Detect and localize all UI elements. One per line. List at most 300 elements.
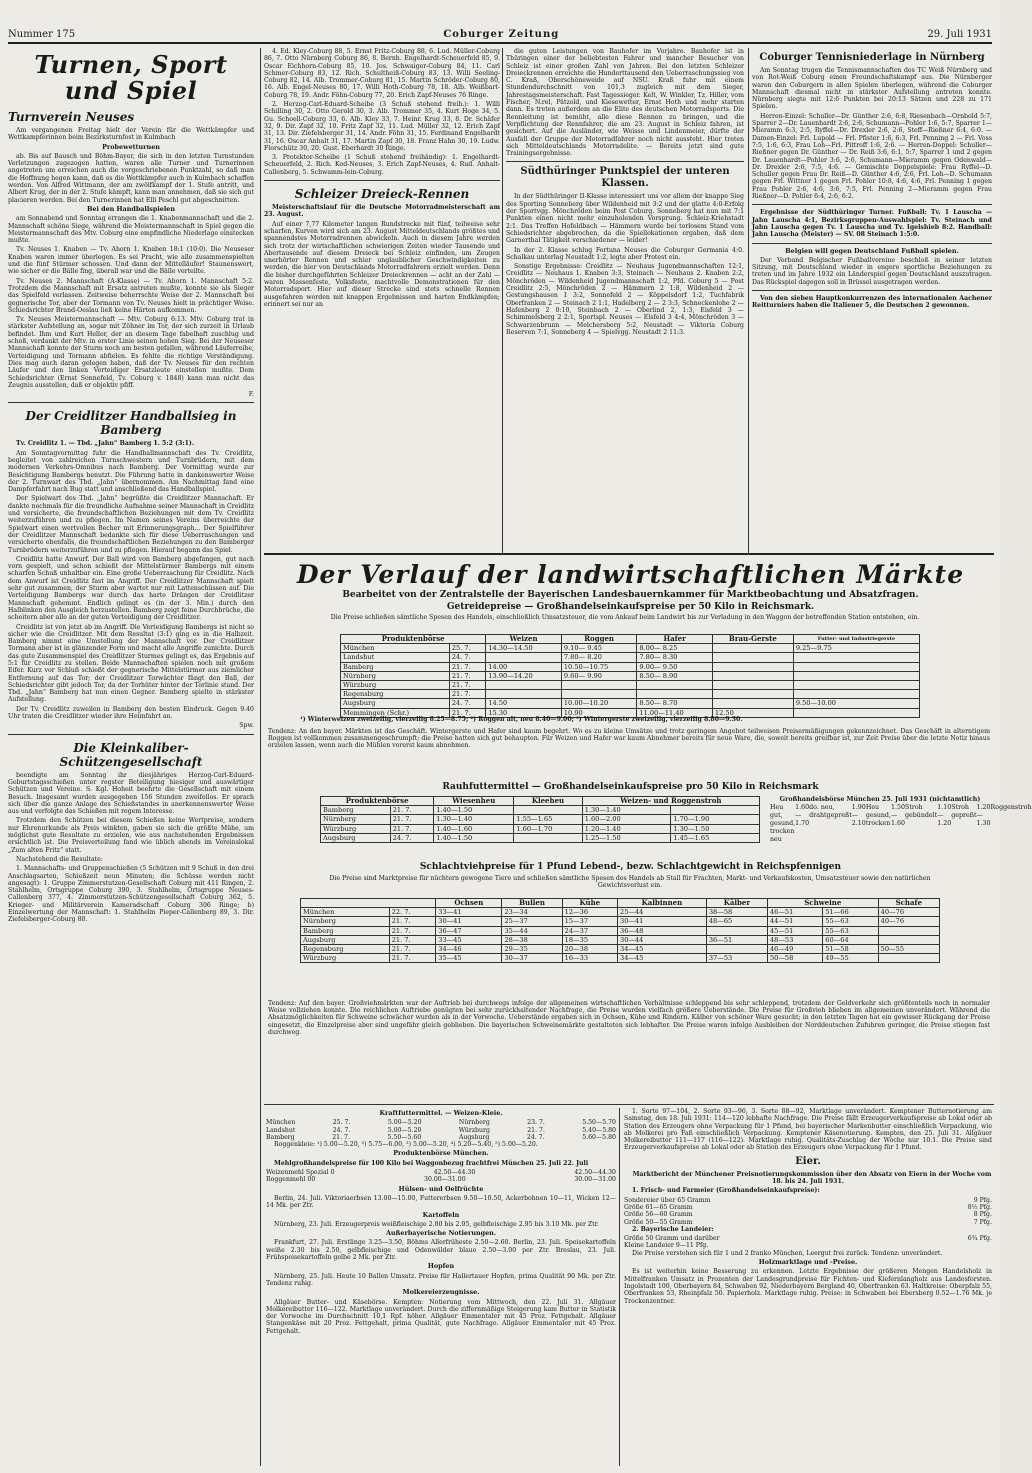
getreide-row-cell: München bbox=[341, 644, 450, 653]
schlacht-row-cell: 49—55 bbox=[823, 954, 878, 963]
getreide-row-cell: 21. 7. bbox=[449, 662, 486, 671]
getreide-col-1: Weizen bbox=[486, 635, 562, 644]
rauh-row-cell: Bamberg bbox=[321, 806, 391, 815]
schlacht-row-cell: 34—45 bbox=[618, 954, 707, 963]
getreide-row-cell: 14.50 bbox=[486, 699, 562, 708]
rauh-row-cell bbox=[514, 806, 582, 815]
getreide-row-cell bbox=[712, 644, 793, 653]
schlacht-row-cell: 48—65 bbox=[706, 917, 767, 926]
rauh-table bbox=[320, 796, 760, 843]
rauh-row-cell: 1.40—1.60 bbox=[434, 824, 514, 833]
schleiz-p2: die guten Leistungen von Bauhofer im Vorjahre. Bauhofer ist in Thüringen einer der beliebtesten Fahrer und mancher Besucher von Schleiz ist einer großen Zahl von Jahren. Bei den letzten Schleizer Dreieckrennen erreichte die Hunderttausend den Ueberraschungssieg von C. Kraß, Oberschöneweide auf NSU. Kraß fuhr mit einem Stundendurchschnitt von 101,3 zugleich mit dem Sieger, Jahrestagsmeisterschaft. Fast Tagessieger. Kelt, W. Winkler, Tz, Hiller, vom Fischer, N.rel, Pätzold, und Kiesewetter, Ernst Hoth und mehr starten dann. Es treten außerdem an die Elite des deutschen Motorradsports. Die Rennleitung ist bemüht, alle diese Rennen zu bringen, und die Verpflichtung der Rennfahrer, die am 23. August in Schleiz fahren, ist gesichert. Auf die Ausländer, wie Weisse und Lindenmeier, dürfte der Ausfall der Gruppe der Motorradfahrer noch nicht aussteht. Hier treten sich Mitteldeutschlands Motorradelite. — Bereits jetzt sind gute Trainingsergebnisse. bbox=[506, 48, 744, 158]
rauh-row-cell: Augsburg bbox=[321, 833, 391, 842]
schlacht-row-cell: 55—63 bbox=[823, 917, 878, 926]
getreide-col-2: Roggen bbox=[561, 635, 637, 644]
eier-title: Eier. bbox=[795, 1155, 821, 1167]
ausserbayer-p: Frankfurt, 27. Juli. Erstlinge 3.25—3.50, Böhms Allerfrüheste 2.50—2.60. Berlin, 23. Juli. Speisekartoffeln weiße 2.30 bis 2.50, gelbfleischige und Odenwälder blaue 2.50—3.00 per Ztr. Breslau, 23. Juli. Frühspeisekartoffeln gelbe 2 Mk. per Ztr. bbox=[266, 1239, 616, 1262]
turnverein-p1: Am vergangenen Freitag hielt der Verein für die Wettkämpfer und Wettkampferinnen beim Bezirksturnfest in Kulmbach bbox=[8, 127, 254, 142]
column-rule bbox=[748, 48, 749, 553]
kraft-row-value: Augsburg bbox=[458, 1133, 490, 1141]
rauh-title: Rauhfuttermittel — Großhandelseinkaufspreise pro 50 Kilo in Reichsmark bbox=[442, 782, 819, 792]
schlacht-row-cell: 50—58 bbox=[767, 954, 822, 963]
masthead bbox=[8, 26, 992, 44]
schuetzen-p1: beendigte am Sonntag ihr diesjähriges Herzog-Carl-Eduard-Geburtstagsschießen unter regster Beteiligung hiesiger und auswärtiger Schützen und Vereine. S. Kgl. Hoheit beehrte die Gesellschaft mit einem Besuch. Insgesamt wurden ausgegeben 156 Stunden zweifellos. Er sprach sich über die ganze Anlage des Schießstandes in anerkennenswerter Weise aus und verfolgte das Schießen mit regem Interesse. bbox=[8, 771, 254, 816]
schlacht-row-cell: 21. 7. bbox=[389, 926, 436, 935]
schlacht-row-cell: 30—41 bbox=[618, 917, 707, 926]
turnverein-sub1: Probewetturnen bbox=[102, 142, 160, 151]
schlacht-row-cell: 21. 7. bbox=[389, 917, 436, 926]
produkten-title: Produktenbörse München. bbox=[393, 1149, 489, 1158]
creidlitz-p4: Creidlitz hatte Anwurf. Der Ball wird von Bamberg abgefangen, gut nach vorn gespielt, und schon schießt der Mittelstürmer Bambergs mit einem scharfen Schuß unhaltbar ein. Eine große Ueberraschung für Creidlitz. Nach dem Anwurf ist Creidlitz fast im Angriff. Der Creidlitzer Mannschaft spielt sehr gut zusammen, der Sturm aber wartet nur mit Lattenschüssen auf. Die Verteidigung Bambergs war durch das harte Drängen der Creidlitzer Mannschaft gehemmt. Endlich gelingt es (in der 3. Min.) durch den Halblinken den Ausgleich herzustellen. Bamberg zeigt feine Durchbrüche, die scheitern aber alle an der guten Verteidigung der Creidlitzer. bbox=[8, 555, 254, 622]
belgien-p1: Der Verband Belgischer Fußballvereine beschloß in seiner letzten Sitzung, mit Deutschland wieder in engere sportliche Beziehungen zu treten und im Jahre 1932 ein Länderspiel gegen Deutschland auszutragen. Das Rückspiel dagegen soll in Brüssel ausgetragen werden. bbox=[752, 256, 992, 286]
schlacht-row-cell: 15—37 bbox=[562, 917, 617, 926]
schlacht-col-3: Kühe bbox=[562, 899, 617, 908]
schlacht-row-cell: 25—37 bbox=[502, 917, 562, 926]
eier-row bbox=[624, 1242, 992, 1249]
getreide-title: Getreidepreise — Großhandelseinkaufspreise per 50 Kilo in Reichsmark. bbox=[446, 602, 815, 612]
holz-p: Es ist weiterhin keine Besserung zu erkennen. Letzte Ergebnisse der größeren Mengen Handelsholz in Mittelfranken Umsatz in Prozenten der Landesgrundpreise für Fichten- und Kiefernlangholz aus Landesforsten. Ingolstadt 100, Oberbayern 84, Schwaben 92, Niederbayern Bergland 40, Oberfranken 63. Haltkreise: Oberpfalz 55, Oberfranken 53, Rheinpfalz 50. Papierholz. Marktlage ruhig. Preise: in Schwaben bei Ebersberg 0.52—1.76 Mk. je Trockenzentner. bbox=[624, 1268, 992, 1305]
schleiz-heading: Schleizer Dreieck-Rennen bbox=[294, 187, 470, 202]
kraft-row-value: 21. 7. bbox=[527, 1126, 545, 1134]
schlacht-row-cell: 40—76 bbox=[878, 917, 939, 926]
getreide-row-cell bbox=[712, 653, 793, 662]
getreide-col-5: Futter- und Industriegerste bbox=[793, 635, 919, 644]
getreide-row-cell: 14.30—14.50 bbox=[486, 644, 562, 653]
rauh-side-item-value: Stroh gebündelt bbox=[905, 804, 938, 819]
rauh-row-cell: 24. 7. bbox=[390, 833, 434, 842]
rauh-row-cell: 1.30—1.50 bbox=[671, 824, 760, 833]
turnverein-p5: Tv. Neuses 2. Mannschaft (A-Klasse) — Tv. Ahorn 1. Mannschaft 5:2. Trotzdem die Mannschaft mit Ersatz antreten mußte, konnte sie als Sieger das Spielfeld verlassen. Zeitweise beherrschte Weise der 2. Mannschaft bei gegnerische Tor, aber der Tormann von Tv. Neuses hielt in prächtiger Weise. Schiedsrichter Brand-Oeslau ließ keine Härten aufkommen. bbox=[8, 277, 254, 314]
creidlitz-p2: Am Sonntagvormittag fuhr die Handballmannschaft des Tv. Creidlitz, begleitet von zahlreichen Turnschwestern und Turnbrüdern, mit dem modernen Verkehrs-Omnibus nach Bamberg. Der Vormittag wurde zur Besichtigung Bambergs benutzt. Die Führung hatte in dankenswerter Weise der 2. Turnwart des Tbd. „Jahn“ übernommen. Am Nachmittag fand eine Dampferfahrt nach Bug statt und anschließend das Handballspiel. bbox=[8, 449, 254, 494]
divider bbox=[752, 290, 992, 291]
creidlitz-p1: Tv. Creidlitz 1. — Tbd. „Jahn“ Bamberg 1. 5:2 (3:1). bbox=[16, 440, 194, 448]
schlacht-row-cell: 36—51 bbox=[706, 935, 767, 944]
schlacht-row-cell: 60—64 bbox=[823, 935, 878, 944]
eier-row bbox=[624, 1219, 992, 1226]
kraft-row-value: Bamberg bbox=[266, 1133, 295, 1141]
eier-row-value: Größe 61—65 Gramm bbox=[624, 1203, 693, 1211]
rauh-row-cell: Nürnberg bbox=[321, 815, 391, 824]
rauh-side-item-value: do. neu, drahtgepreßt bbox=[809, 804, 852, 819]
eier-row-value: Größe 50—55 Gramm bbox=[624, 1218, 693, 1226]
newspaper-name: Coburger Zeitung bbox=[443, 28, 560, 40]
turnverein-p6: Tv. Neuses Meistermannschaft — Mtv. Coburg 6:13. Mtv. Coburg trat in stärkster Aufstellung an, sogar mit Zöhner im Tor, der sich zurzeit in Urlaub befindet. Ihm und Kurt Heller, der an diesem Tage fabelhaft zuschlug und schoß, verdankt der Mtv. in erster Linie seinen hohen Sieg. Bei der Neuseser Mannschaft konnte der Sturm noch am besten gefallen, während Läuferreihe, Verteidigung und Tormann abfielen. Es fehlte die richtige Verständigung. Dies mag auch daran gelegen haben, daß der Tv. Neuses für den rechten Läufer und den linken Verteidiger Ersatzleute einstellen mußte. Dem Schiedsrichter (Ernst Sonnefeld, Tv. Coburg v. 1848) kann man nicht das Zeugnis ausstellen, daß er objektiv pfiff. bbox=[8, 316, 254, 389]
schlacht-row-cell: 30—44 bbox=[618, 935, 707, 944]
schlacht-row-cell: Regensburg bbox=[301, 944, 390, 953]
schlacht-note: Die Preise sind Marktpreise für nüchtern gewogene Tiere und schließen sämtliche Spesen des Handels ab Stall für Frachten, Markt- und Verkaufskosten, Umsatzsteuer sowie den natürlichen Gewichtsverlust ein. bbox=[329, 875, 931, 890]
kraft-title: Kraftfuttermittel. — Weizen-Kleie. bbox=[379, 1109, 503, 1117]
rauh-row-cell bbox=[671, 806, 760, 815]
rauh-row-cell: 1.25—1.50 bbox=[582, 833, 671, 842]
rauh-col-1: Wiesenheu bbox=[434, 797, 514, 806]
schlacht-row-cell: 18—35 bbox=[562, 935, 617, 944]
schlacht-row-cell: 50—55 bbox=[878, 944, 939, 953]
schlacht-row-cell: 12—36 bbox=[562, 908, 617, 917]
getreide-col-4: Brau-Gerste bbox=[712, 635, 793, 644]
getreide-row-cell: 21. 7. bbox=[449, 680, 486, 689]
schlacht-row-cell: 33—41 bbox=[436, 908, 502, 917]
eier-group-2: 2. Bayerische Landeier: bbox=[632, 1225, 714, 1233]
kraft-row-value: 24. 7. bbox=[332, 1126, 351, 1134]
getreide-row-cell: Bamberg bbox=[341, 662, 450, 671]
getreide-row-cell: Nürnberg bbox=[341, 671, 450, 680]
produkten-row-value: 30.00—31.00 bbox=[424, 1176, 466, 1184]
column-4 bbox=[752, 48, 992, 553]
produkten-row bbox=[266, 1176, 616, 1183]
schlacht-row-cell: 20—38 bbox=[562, 944, 617, 953]
turnverein-sign: F. bbox=[248, 391, 254, 399]
schleiz-lead: Meisterschaftslauf für die Deutsche Motorradmeisterschaft am 23. August. bbox=[264, 204, 500, 219]
getreide-row-cell bbox=[561, 680, 637, 689]
getreide-row-cell bbox=[637, 680, 713, 689]
lower-right-markets bbox=[624, 1108, 992, 1466]
divider bbox=[8, 734, 254, 735]
rauh-side-item-value: 1.60—1.70 bbox=[795, 804, 810, 827]
getreide-row-cell: 25. 7. bbox=[449, 644, 486, 653]
schlacht-col-7: Schafe bbox=[878, 899, 939, 908]
column-1 bbox=[8, 48, 254, 1466]
kraft-row-value: München bbox=[266, 1119, 296, 1127]
kartoffeln-p: Nürnberg, 23. Juli. Erzeugerpreis weißfleischige 2.80 bis 2.95, gelbfleischige 2.95 bis 3.10 Mk. per Ztr. bbox=[274, 1220, 599, 1228]
creidlitz-p3: Der Spielwart des Tbd. „Jahn“ begrüßte die Creidlitzer Mannschaft. Er dankte nochmals für die freundliche Aufnahme seiner Mannschaft in Creidlitz und versicherte, die freundschaftlichen Beziehungen mit dem Tv. Creidlitz weiterzuführen und zu pflegen. Im Namen seines Vereins überreichte der Spielwart einen wertvollen Becher mit Erinnerungsgraph... Der Spielführer der Creidlitzer Mannschaft bedankte sich für diese Ueberraschungen und versicherte ebenfalls, die freundschaftlichen Beziehungen zu den Bamberger Turnbrüdern weiterzuführen und zu pflegen. Hierauf begann das Spiel. bbox=[8, 495, 254, 554]
getreide-row-cell: 9.25—9.75 bbox=[793, 644, 919, 653]
eier-row-value: Größe 50 Gramm und darüber bbox=[624, 1235, 720, 1243]
rauh-side-item-value: Roggenstroh bbox=[990, 804, 1032, 811]
getreide-row bbox=[341, 699, 920, 708]
rauh-row-cell: 21. 7. bbox=[390, 824, 434, 833]
schlacht-row bbox=[301, 954, 940, 963]
tendenz-vieh: Tendenz: Auf den bayer. Großviehmärkten war der Auftrieb bei durchwegs infolge der allgemeinen wirtschaftlichen Verhältnisse schleppend bis sehr schleppend, trotzdem der Geldverkehr sich größtenteils noch in normaler Weise vollziehen konnte. Die reichlichen Auftriebe genügten bei sehr zurückhaltender Nachfrage, die Preise wurden vielfach größere Ueberstände. Die Preise für Großvieh blieben im allgemeinen unverändert. Während die Absatzmöglichkeiten für Schweine schwächer wurden als in der Vorwoche. Ueberstände ergaben sich in Ochsen, Kühe und Rindern. Kälber von schöner Ware gesucht; in den letzten Tagen hat ein gewisser Rückgang der Preise eingesetzt, die Einzelpreise aber sind ungefähr gleich geblieben. Die bayerischen Schweinemärkte gestalteten sich lebhafter. Die Preise waren infolge Ausbleiben der Norddeutschen Zufuhren geringer, die Preise stiegen fast durchweg. bbox=[268, 1000, 990, 1036]
produkten-row bbox=[266, 1169, 616, 1176]
kraft-row-value: Würzburg bbox=[458, 1126, 490, 1134]
getreide-row-cell bbox=[793, 671, 919, 680]
column-rule bbox=[502, 48, 503, 553]
schlacht-row-cell bbox=[878, 926, 939, 935]
tennis-p2: Herren-Einzel: Schuller—Dr. Günther 2:6, 6:8, Riesenbach—Ornbold 5:7, Sparrer 2—Dr. Lauenhardt 2:6, 2:6, Schumann—Pohler 1:6, 5:7, Sparrer 1—Mieramm 6:3, 2:5, Ryffel—Dr. Drexler 2:6, 2:6, Steff—Rießner 6:4, 6:0. — Damen-Einzel: Frl. Lupold — Frl. Pfister 1:6, 6:3, Frl. Penning 2 — Frl. Voss 7:5, 1:6, 6:3, Frau Loh—Frl. Pittroff 1:6, 2:6. — Herren-Doppel: Schuller—Rießner gegen Dr. Günther — Dr. Reiß 3:6, 6:1, 5:7, Sparrer 1 und 2 gegen Dr. Lauenhardt—Pohler 3:6, 2:6, Schumann—Mieramm gegen Odenwald—Dr. Drexler 2:6, 7:5, 4:6. — Gemischte Doppelspiele: Frau Ryffel—D. Schuller gegen Frau Dr. Reiß—D. Günther 4:6, 2:6, Frl. Loh—D. Schumann gegen Frl. Wittner 1 gegen Frl. Pohler 10:8, 4:6, 4:6, Frl. Penning 1 gegen Frau Pohler 2:6, 4:6, 3:6, 7:5, Frl. Penning 2—Mieramm gegen Frau Rießner—D. Pohler 6:4, 2:6, 6:2. bbox=[752, 112, 992, 201]
getreide-row-cell bbox=[712, 671, 793, 680]
tennis-p1: Am Sonntag trugen die Tennismannschaften des TC Weiß Nürnberg und von Rot-Weiß Coburg einen Freundschaftskampf aus. Die Nürnberger waren den Coburgern in allen Spielen überlegen, während die Coburger Mannschaft diesmal nicht in stärkster Aufstellung antreten konnte. Nürnberg siegte mit 12:6 Punkten bei 20:13 Sätzen und 228 zu 171 Spielen. bbox=[752, 67, 992, 111]
creidlitz-p6: Der Tv. Creidlitz zuweilen in Bamberg den besten Eindruck. Gegen 9.40 Uhr traten die Creidlitzer wieder ihre Heimfahrt an. bbox=[8, 705, 254, 721]
getreide-row-cell: 9.60— 9.90 bbox=[561, 671, 637, 680]
kraft-row-value: 5.00—5.20 bbox=[387, 1119, 422, 1127]
getreide-row-cell: Landshut bbox=[341, 653, 450, 662]
getreide-row-cell: 11.00—11.40 bbox=[637, 708, 713, 717]
produkten-row-value: Weizenmehl Spezial 0 bbox=[266, 1169, 335, 1177]
schlacht-col-0 bbox=[301, 899, 436, 908]
schlacht-row bbox=[301, 935, 940, 944]
kraft-row-value: 5.40—5.80 bbox=[582, 1126, 616, 1134]
getreide-row bbox=[341, 662, 920, 671]
section-divider bbox=[264, 553, 994, 555]
schlacht-row-cell bbox=[878, 954, 939, 963]
schlacht-col-5: Kälber bbox=[706, 899, 767, 908]
divider bbox=[506, 161, 744, 162]
eier-row bbox=[624, 1235, 992, 1242]
schlacht-row bbox=[301, 917, 940, 926]
rauh-side-item-value: Heu gesund, trocken bbox=[865, 804, 891, 827]
getreide-row-cell bbox=[793, 662, 919, 671]
getreide-row-cell: Memmingen (Schr.) bbox=[341, 708, 450, 717]
rauh-side-item bbox=[951, 804, 990, 844]
eier-row-value: Größe 56—60 Gramm bbox=[624, 1211, 693, 1219]
rauh-row-cell: 1.70—1.90 bbox=[671, 815, 760, 824]
molkerei-title: Molkereierzeugnisse. bbox=[402, 1288, 480, 1297]
getreide-row-cell bbox=[712, 699, 793, 708]
ergebnisse-p1: Ergebnisse der Südthüringer Turner. Fußball: Tv. 1 Lauscha — Jahn Lauscha 4:1, Bezirksgruppen-Auswahlspiel: Tv. Steinach und Jahn Lauscha gegen Tv. 1 Lauscha und Tv. Igelshieb 8:2. Handball: Jahn Lauscha (Meister) — SV. 08 Steinach 1:5:0. bbox=[752, 209, 992, 239]
schlacht-row bbox=[301, 926, 940, 935]
hopfen-p: Nürnberg, 25. Juli. Heute 10 Ballen Umsatz. Preise für Hallertauer Hopfen, prima Qualität 90 Mk. per Ztr. Tendenz ruhig. bbox=[266, 1272, 616, 1287]
column-rule bbox=[260, 48, 261, 1466]
turnverein-p2: ab. Bis auf Bausch und Böhm-Bayer, die sich in den letzten Turnstunden Verletzungen zugezogen hatten, waren alle Turner und Turnerinnen angetreten um erreichen auch die vorgeschriebenen Punktzahl, so daß man die Hoffnung hegen kann, daß es die Wettkämpfer auch in Kulmbach schaffen werden. Von Alfred Wittmann, der am zwölfkampf der 1. Stufe antritt, und Albert Krug, der in der 2. Stufe kämpft, kann man annehmen, daß sie sich gut placieren werden. Bei den Turnerinnen hat Elli Peschl gut abgeschnitten. bbox=[8, 152, 254, 204]
schlacht-row-cell: 29—35 bbox=[502, 944, 562, 953]
rauh-row-cell: 1.45—1.65 bbox=[671, 833, 760, 842]
kraft-row-value: 21. 7. bbox=[332, 1133, 350, 1141]
eier-row-value: 7 Pfg. bbox=[973, 1218, 992, 1226]
getreide-row bbox=[341, 680, 920, 689]
schlacht-row-cell: 51—58 bbox=[823, 944, 878, 953]
creidlitz-p5: Creidlitz ist von jetzt ab im Angriff. Die Verteidigung Bambergs ist nicht so sicher wie die Creidlitzer. Mit dem Resultat (3:1) ging es in die Halbzeit. Bamberg nimmt eine Umstellung der Mannschaft vor. Der Creidlitzer Tormann aber ist in glänzender Form und macht alle Angriffe zunichte. Durch das gute Zusammenspiel des Creidlitzer Sturmes gelingt es, das Ergebnis auf 5:1 für Creidlitz zu stellen. Beide Mannschaften spielen noch mit großem Eifer. Kurz vor Schluß schießt der gegnerische Mittelstürmer aus ziemlicher Entfernung auf das Tor; der Creidlitzer Torwächter fängt den Ball, der Schiedsrichter gibt jedoch Tor, da der Torhüter hinter der Torlinie stand. Der Tbd. „Jahn“ Bamberg hat nun einen Gegner. Bamberg spielte in stärkster Aufstellung. bbox=[8, 623, 254, 704]
getreide-row-cell: 10.50—10.75 bbox=[561, 662, 637, 671]
getreide-row-cell: 12.50 bbox=[712, 708, 793, 717]
schlacht-row-cell bbox=[878, 935, 939, 944]
holz-title: Holzmarktlage und -Preise. bbox=[758, 1258, 858, 1267]
rauh-side-item bbox=[866, 804, 905, 844]
rauh-row-cell: 1.60—1.70 bbox=[514, 824, 582, 833]
rauh-row bbox=[321, 833, 760, 842]
kraft-row-value: 5.50—5.60 bbox=[387, 1133, 422, 1141]
getreide-row-cell bbox=[793, 680, 919, 689]
rauh-side-item-value: Stroh gepreßt bbox=[951, 804, 977, 819]
schlacht-row-cell: 40—76 bbox=[878, 908, 939, 917]
getreide-row-cell bbox=[486, 680, 562, 689]
kraft-row-value: Nürnberg bbox=[458, 1119, 490, 1127]
schlacht-row bbox=[301, 908, 940, 917]
getreide-row-cell bbox=[793, 653, 919, 662]
kartoffeln-title: Kartoffeln bbox=[422, 1210, 460, 1219]
schlacht-row-cell: 21. 7. bbox=[389, 935, 436, 944]
rauh-side-item bbox=[770, 804, 809, 844]
eier-row bbox=[624, 1211, 992, 1218]
getreide-row-cell: 9.00— 9.50 bbox=[637, 662, 713, 671]
schlacht-row-cell: 37—53 bbox=[706, 954, 767, 963]
rauh-row-cell: 21. 7. bbox=[390, 806, 434, 815]
rauh-row-cell: 1.40—1.50 bbox=[434, 806, 514, 815]
getreide-row-cell: 7.80— 8.30 bbox=[637, 653, 713, 662]
getreide-row-cell: Regensburg bbox=[341, 690, 450, 699]
schlacht-col-2: Bullen bbox=[502, 899, 562, 908]
schlacht-col-6: Schweine bbox=[767, 899, 878, 908]
getreide-note: Die Preise schließen sämtliche Spesen des Handels, einschließlich Umsatzsteuer, die vom Ankauf beim Landwirt bis zur Verladung in den Waggon der betreffenden Station entstehen, ein. bbox=[330, 614, 920, 621]
turnverein-heading: Turnverein Neuses bbox=[8, 110, 135, 124]
schlacht-row-cell: Bamberg bbox=[301, 926, 390, 935]
produkten-row-value: 42.50—44.30 bbox=[433, 1169, 476, 1177]
getreide-row bbox=[341, 671, 920, 680]
eier-row-value: 6¾ Pfg. bbox=[967, 1235, 992, 1243]
eier-group-1: 1. Frisch- und Farmeier (Großhandelseinkaufspreise): bbox=[632, 1187, 820, 1195]
schlacht-row-cell: 21. 7. bbox=[389, 944, 436, 953]
issue-date: 29. Juli 1931 bbox=[927, 28, 992, 40]
column-rule bbox=[619, 1108, 620, 1466]
rauh-row bbox=[321, 815, 760, 824]
schlacht-row-cell: 21. 7. bbox=[389, 954, 436, 963]
rauh-col-3: Weizen- und Roggenstroh bbox=[582, 797, 759, 806]
rauh-side bbox=[770, 796, 1032, 844]
schlacht-col-4: Kalbinnen bbox=[618, 899, 707, 908]
huelsen-title: Hülsen- und Oelfrüchte bbox=[398, 1184, 484, 1193]
suedthueringer-p2: In der 2. Klasse schlug Fortuna Neuses die Coburger Germania 4:0. Schalkau unterlag Neustadt 1:2, legte aber Protest ein. bbox=[506, 246, 744, 261]
schlacht-row-cell: München bbox=[301, 908, 390, 917]
schuetzen-p3: Nachstehend die Resultate: bbox=[16, 855, 103, 863]
schlacht-row-cell: Würzburg bbox=[301, 954, 390, 963]
getreide-row-cell: 21. 7. bbox=[449, 671, 486, 680]
schlacht-row bbox=[301, 944, 940, 953]
schlacht-row-cell: 30—41 bbox=[436, 917, 502, 926]
kraft-row-value: 5.50—5.70 bbox=[582, 1119, 616, 1127]
rauh-row bbox=[321, 824, 760, 833]
produkten-row-value: 30.00—31.00 bbox=[574, 1176, 616, 1184]
schlacht-row-cell: 45—51 bbox=[767, 926, 822, 935]
divider bbox=[752, 243, 992, 244]
creidlitz-heading: Der Creidlitzer Handballsieg in Bamberg bbox=[25, 409, 237, 438]
issue-number: Nummer 175 bbox=[8, 28, 76, 40]
schlacht-row-cell: 22. 7. bbox=[389, 908, 436, 917]
schlacht-row-cell: 44—51 bbox=[767, 917, 822, 926]
schlacht-row-cell: 25—44 bbox=[618, 908, 707, 917]
rauh-side-item-value: 1.10—1.20 bbox=[937, 804, 952, 827]
suedthueringer-heading: Südthüringer Punktspiel der unteren Klassen. bbox=[520, 166, 730, 190]
rauh-side-item-value: 1.50—1.60 bbox=[890, 804, 905, 827]
getreide-foot: ¹) Winterweizen zweizeilig, vierzeilig 8.25—8.75; ²) Roggen alt, neu 8.40—9.00; ³) Wintergerste zweizeilig, vierzeilig 8.80—9.30. bbox=[300, 716, 743, 723]
tendenz-getreide: Tendenz: An den bayer. Märkten ist das Geschäft. Wintergerste und Hafer sind kaum begehrt. Wo es zu kleine Umsätze und trotz geringem Angebot teilweisen Preisermäßigungen gekennzeichnet. Das Geschäft in alterntigem Roggen ist vollkommen zusammengeschrumpft; die Preise hatten sich gut behaupten. Für Weizen und Hafer war kaum Abnehmer bereits für neue Ware, die, soweit bereits greifbar ist, zur Zeit Preise über die letzte Notiz hinaus erzielen lassen, wenn auch die Mühlen vorerst kaum abnehmen. bbox=[268, 728, 990, 750]
getreide-row-cell: 9.10— 9.45 bbox=[561, 644, 637, 653]
kraft-foot: Roggenkleie: ¹) 5.00—5.20, ²) 5.75—6.00, ³) 5.00—5.20, ⁴) 5.20—5.40, ⁵) 5.00—5.20. bbox=[274, 1141, 538, 1149]
getreide-row-cell: Augsburg bbox=[341, 699, 450, 708]
kraft-row-value: 5.60—5.80 bbox=[582, 1133, 616, 1141]
creidlitz-sign: Spw. bbox=[239, 722, 254, 730]
getreide-row-cell: 13.90—14.20 bbox=[486, 671, 562, 680]
schlacht-row-cell: 28—38 bbox=[502, 935, 562, 944]
mid-results-2: 2. Herzog-Carl-Eduard-Scheibe (3 Schuß stehend freih.): 1. Willi Schilling 30, 2. Otto Gerold 30, 3. Alb. Trommer 35, 4. Kurt Hoge 34, 5. Gu. Schoell-Coburg 33, 6. Alb. Kley 33, 7. Heinr. Krug 33, 8. Dr. Schäfer 32, 9. Dir. Zapf 32, 10. Fritz Zapf 32, 11. Lud. Müller 32, 12. Erich Zapf 31, 13. Dir. Ziefelsberger 31, 14. Andr. Föhn 31, 15. Ferdinand Engelhardt 31, 16. Oscar Anhalt 31, 17. Martin Zapf 30, 18. Franz Hahn 30, 19. Ludw. Florschütz 30, 20. Gust. Eberhardt 30 Ringe. bbox=[264, 101, 500, 152]
schlacht-row-cell: 34—45 bbox=[618, 944, 707, 953]
getreide-col-3: Hafer bbox=[637, 635, 713, 644]
schlacht-row-cell: 16—33 bbox=[562, 954, 617, 963]
mid-results: 4. Ed. Kley-Coburg 88, 5. Ernst Fritz-Coburg 88, 6. Lud. Müller-Coburg 86, 7. Otto Nürnberg Coburg 86, 8. Bernh. Engelhardt-Scheuerfeld 85, 9. Oscar Eichhorn-Coburg 85, 10. Jos. Schwaiger-Coburg 84, 11. Carl Schmer-Coburg 83, 12. Rich. Schultheiß-Coburg 83, 13. Willi Seeling-Coburg 82, 14. Alb. Trommer-Coburg 81, 15. Martin Schröder-Coburg 80, 16. Alb. Engel-Neuses 80, 17. Willi Hoth-Coburg 78, 18. Alb. Weißbart-Coburg 78, 19. Andr. Föhn-Coburg 77, 20. Erich Zapf-Neuses 76 Ringe. bbox=[264, 48, 500, 99]
divider bbox=[752, 204, 992, 205]
rauh-side-title: Großhandelsbörse München 25. Juli 1931 (nichtamtlich) bbox=[779, 796, 981, 803]
schlacht-row-cell bbox=[706, 944, 767, 953]
schlacht-row-cell: 38—58 bbox=[706, 908, 767, 917]
rauh-row-cell: 1.20—1.40 bbox=[582, 824, 671, 833]
getreide-row-cell: 8.00— 8.25 bbox=[637, 644, 713, 653]
kraft-row-value: 24. 7. bbox=[526, 1133, 545, 1141]
schlacht-col-1: Ochsen bbox=[436, 899, 502, 908]
schlacht-row-cell: 46—51 bbox=[767, 908, 822, 917]
produkten-row-value: Roggenmehl 00 bbox=[266, 1176, 316, 1184]
kraft-row-value: Landshut bbox=[266, 1126, 296, 1134]
schuetzen-p2: Trotzdem den Schützen bei diesem Schießen keine Wertpreise, sondern nur Ehrenurkunde als Preis winkten, gaben sie sich die größte Mühe, um möglichst gute Resultate zu erzielen, wie aus nachstehenden Ergebnissen ersichtlich ist. Die Preisverteilung fand wie üblich abends im Vereinslokal „Zum alten Fritz“ statt. bbox=[8, 817, 254, 854]
turnverein-p4: Tv. Neuses 1. Knaben — Tv. Ahorn 1. Knaben 18:1 (10:0). Die Neuseser Knaben waren immer überlegen. Es sei Pracht, wie alle zusammenspielten und die fünf Stürmer schossen. Und dann der Mittelläufer! Staunenswert, wie sicher er die Bälle fing, überall war und die Bälle verteilte. bbox=[8, 246, 254, 276]
divider bbox=[264, 180, 500, 181]
molkerei-p: Allgäuer Butter- und Käsebörse. Kempten: Notierung vom Mittwoch, den 22. Juli 31. Allgäuer Molkereibutter 116—122. Marktlage unverändert. Durch die ziffernmäßige Steigerung kam Butter in Statistik der Vorwoche im Durchschnitt 10,1 Rpf. höher. Allgäuer Emmentaler mit 45 Proz. Fettgehalt. Allgäuer Stangenkäse mit 20 Proz. Fettgehalt, prima Qualität, gute Nachfrage. Allgäuer Emmentaler mit 45 Proz. Fettgehalt. bbox=[266, 1298, 616, 1335]
eier-sub: Marktbericht der Münchener Preisnotierungskommission über den Absatz von Eiern in der Woche vom 18. bis 24. Juli 1931. bbox=[632, 1170, 992, 1186]
rauh-row-cell: 1.30—1.40 bbox=[434, 815, 514, 824]
rauh-row-cell: 1.40—1.50 bbox=[434, 833, 514, 842]
right-butter: 1. Sorte 97—104, 2. Sorte 93—96, 3. Sorte 88—92, Marktlage unverändert. Kemptener Butternotierung am Samstag, den 18. Juli 1931: 114—120 lebhafte Nachfrage. Die Preise fällt Erzeugerverkaufspreise ab Lokal oder ab Station des Erzeugers ohne Verpackung für 1 Pfund, bei bayerischer Markenbutter einschließlich Verpackung, wie ab Molkerei pro Faß einschließlich Verpackung. Kemptener Käsenotierung. Kempten, den 25. Juli 31. Allgäuer Molkereibutter 111—117 (116—122). Marktlage ruhig. Qualitäts-Zuschlag der Woche nur 10.1. Die Preise sind Erzeugerverkaufspreise ab Lokal oder ab Station des Erzeugers ohne Verpackung für 1 Pfund. bbox=[624, 1108, 992, 1152]
rauh-col-2: Kleeheu bbox=[514, 797, 582, 806]
schlacht-row-cell: 23—34 bbox=[502, 908, 562, 917]
eier-row-value: 8½ Pfg. bbox=[967, 1203, 992, 1211]
schlacht-row-cell: 51—66 bbox=[823, 908, 878, 917]
section-title: Turnen, Sport und Spiel bbox=[34, 50, 228, 105]
getreide-row-cell: 21. 7. bbox=[449, 690, 486, 699]
aachen-p1: Von den sieben Hauptkonkurrenzen des internationalen Aachener Reitturniers haben die Italiener 5, die Deutschen 2 gewonnen. bbox=[752, 295, 992, 310]
schlacht-row-cell: 33—45 bbox=[436, 935, 502, 944]
markets-title: Der Verlauf der landwirtschaftlichen Märkte bbox=[296, 560, 965, 589]
rauh-row-cell: Würzburg bbox=[321, 824, 391, 833]
schlacht-title: Schlachtviehpreise für 1 Pfund Lebend-, bezw. Schlachtgewicht in Reichspfennigen bbox=[419, 862, 842, 872]
kraft-row-value: 23. 7. bbox=[527, 1119, 545, 1127]
getreide-row-cell bbox=[486, 653, 562, 662]
getreide-row-cell: 24. 7. bbox=[449, 653, 486, 662]
schlacht-row-cell bbox=[706, 926, 767, 935]
eier-row-value: 9 Pfg. bbox=[973, 1196, 992, 1204]
schlacht-table bbox=[300, 898, 940, 963]
turnverein-p3: am Sonnabend und Sonntag errangen die 1. Knabenmannschaft und die 2. Mannschaft schöne Siege, während die Meistermannschaft in Spiel gegen die Meistermannschaft des Mtv. Coburg eine empfindliche Niederlage einstecken mußte. bbox=[8, 215, 254, 245]
suedthueringer-p1: In der Südthüringer II-Klasse interessiert uns vor allem der knappe Sieg des Sporting Sonneberg über Wildenheid mit 3:2 und der glatte 4:0-Erfolg der Sportvgg. Mönchröden beim Post Coburg. Sonneberg hat nun mit 7:1 Punkten einen nicht mehr einzuholenden Vorsprung. Schleiz-Kriehstadt 2:1. Das Treffen Hofeldbach — Hämmern wurde bei torlosem Stand vom Schiedsrichter abgebrochen, da die Spiellokationen ergaben, daß dem Garnerthal Tätigkeit verschiedener — leider! bbox=[506, 193, 744, 245]
getreide-row-cell bbox=[793, 690, 919, 699]
schlacht-row-cell: 55—63 bbox=[823, 926, 878, 935]
rauh-col-0: Produktenbörse bbox=[321, 797, 434, 806]
getreide-col-0: Produktenbörse bbox=[341, 635, 486, 644]
eier-row bbox=[624, 1197, 992, 1204]
schlacht-row-cell: 36—48 bbox=[618, 926, 707, 935]
rauh-side-item-value: 1.90—2.10 bbox=[851, 804, 866, 827]
schlacht-row-cell: 48—53 bbox=[767, 935, 822, 944]
tennis-heading: Coburger Tennisniederlage in Nürnberg bbox=[759, 52, 985, 63]
getreide-row-cell: 10.90 bbox=[561, 708, 637, 717]
getreide-row-cell: 21. 7. bbox=[449, 708, 486, 717]
rauh-row-cell: 1.55—1.65 bbox=[514, 815, 582, 824]
rauh-side-item bbox=[905, 804, 951, 844]
getreide-row bbox=[341, 653, 920, 662]
ausserbayer-title: Außerbayerische Notierungen. bbox=[385, 1229, 497, 1238]
rauh-side-item-value: 1.20—1.30 bbox=[976, 804, 991, 827]
eier-note: Die Preise verstehen sich für 1 und 2 franko München, Leergut frei zurück. Tendenz: unverändert. bbox=[632, 1249, 943, 1257]
schlacht-row-cell: 35—45 bbox=[436, 954, 502, 963]
getreide-row bbox=[341, 690, 920, 699]
produkten-sub: Mehlgroßhandelspreise für 100 Kilo bei Waggonbezug frachtfrei München 25. Juli 22. Juli bbox=[274, 1159, 589, 1167]
getreide-row-cell: 9.50—10.00 bbox=[793, 699, 919, 708]
schlacht-row-cell: 30—37 bbox=[502, 954, 562, 963]
getreide-row-cell bbox=[712, 690, 793, 699]
rauh-row bbox=[321, 806, 760, 815]
suedthueringer-p3: Sonstige Ergebnisse: Creidlitz — Neuhaus Jugendmannschaften 12:1, Creidlitz — Neuhaus 1. Knaben 3:3, Steinach — Neuhaus 2. Knaben 2:2, Mönchröden — Wildenheid Jugendmannschaft 1:2, Pfd. Coburg 5 — Post Creidlitz 2:5, Mönchröden 2 — Hämmern 2 1:8, Wildenheid 2 — Gestungshausen 1 3:2, Sonnefeld 2 — Köppelsdorf 1:2, Tuchfabrik Oberfranken 2 — Steinach 2 1:1, Hadelberg 2 — 2 3:3, Schneckenlohe 2 — Hafenberg 2 0:10, Steinbach 2 — Oberlind 2, 1:3, Eisfeld 3 — Schimmelsberg 2 2:1, Sportspl. Neuses — Elsfeld 3 4:4, Mönchröden 3 — Schwarzenbrunn — Melchersberg 5:2, Neustadt — Viktoria Coburg Reserven 7:1, Sonneberg 4 — Spielvgg. Neustadt 2 11:3. bbox=[506, 263, 744, 336]
eier-row-value: 8 Pfg. bbox=[973, 1211, 992, 1219]
eier-row-value: Kleine Landeier 9—11 Pfg. bbox=[624, 1242, 709, 1250]
getreide-row-cell bbox=[712, 662, 793, 671]
eier-row-value: Sondereier über 65 Gramm bbox=[624, 1196, 711, 1204]
section-divider bbox=[264, 1104, 994, 1105]
schleiz-p1: Auf einer 7,77 Kilometer langen Rundstrecke mit fünf, teilweise sehr scharfen, Kurven wird sich am 23. August Mitteldeutschlands größtes und spannendstes Motorradrennen abwickeln. Auch in diesem Jahre werden sich trotz der wirtschaftlichen schwierigen Zeiten wieder Tausende und Abertausende auf diesem Dreieck bei Schleiz einfinden, um Zeugen unerhörter Rennen und schier unglaublicher Geschwindigkeiten zu werden, die hier von Deutschlands Motorradfahrern erzielt werden. Denn die bisher durchgeführten Schleizer Dreieckrennen — acht an der Zahl — waren Massenfeste, Volksfeste, machtvolle Demonstrationen für den Motorradsport. Hier auf dieser Strecke sind stets schnelle Rennen ausgefahren worden mit knappen Ergebnissen und harten Endkämpfen; erinnert sei nur an bbox=[264, 220, 500, 308]
column-2 bbox=[264, 48, 500, 553]
schlacht-row-cell: 24—37 bbox=[562, 926, 617, 935]
column-3 bbox=[506, 48, 744, 553]
divider bbox=[8, 402, 254, 403]
getreide-row-cell: 8.50— 8.90 bbox=[637, 671, 713, 680]
produkten-row-value: 42.50—44.30 bbox=[574, 1169, 616, 1177]
belgien-heading: Belgien will gegen Deutschland Fußball spielen. bbox=[785, 246, 959, 255]
schlacht-row-cell: 34—46 bbox=[436, 944, 502, 953]
